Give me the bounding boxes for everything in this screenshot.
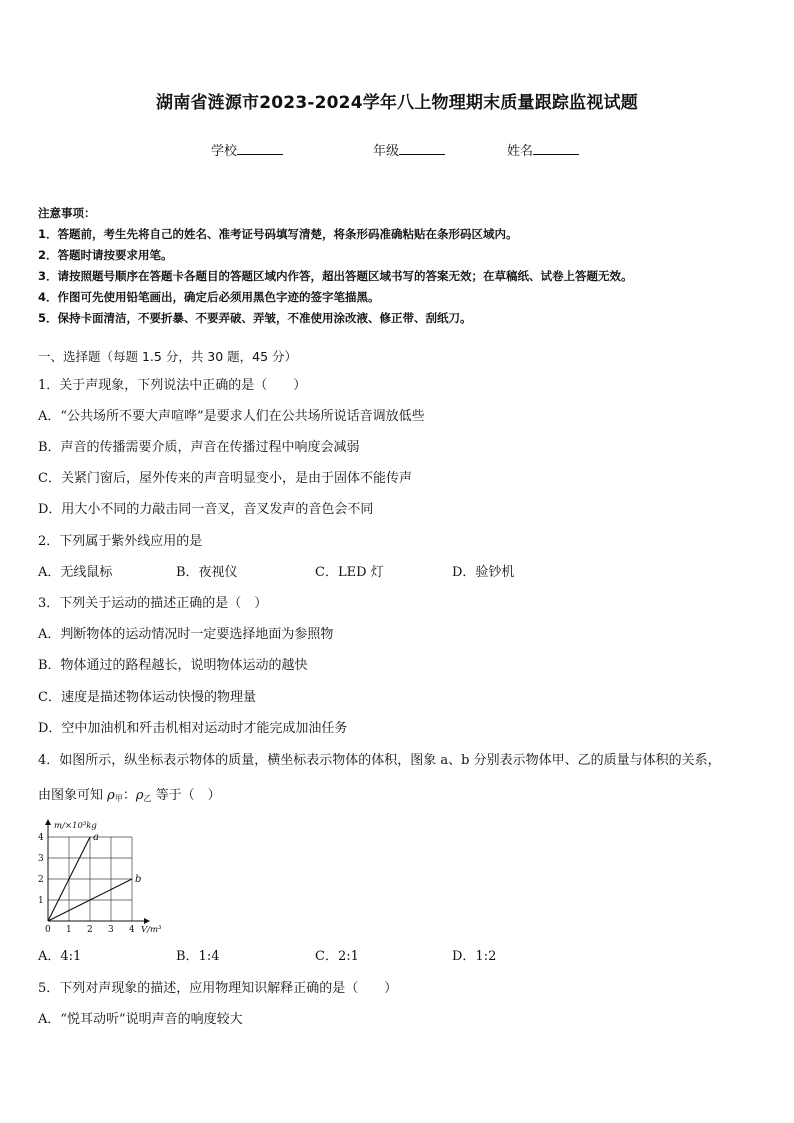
x-tick-label: 3 (108, 925, 114, 935)
question-2-option-d: D．验钞机 (452, 565, 515, 580)
grade-label: 年级 (373, 144, 400, 159)
question-3-option-b: B．物体通过的路程越长，说明物体运动的越快 (38, 658, 308, 673)
x-tick-label: 2 (87, 925, 93, 935)
question-4-option-a: A．4:1 (38, 949, 82, 964)
question-4-option-d: D．1:2 (452, 949, 497, 964)
question-4-options (38, 945, 638, 965)
y-tick-label: 2 (38, 875, 44, 885)
notice-item: 3．请按照题号顺序在答题卡各题目的答题区域内作答，超出答题区域书写的答案无效；在草稿纸、试卷上答题无效。 (38, 269, 633, 283)
mass-volume-graph (32, 816, 182, 938)
question-1-option-c: C．关紧门窗后，屋外传来的声音明显变小，是由于固体不能传声 (38, 471, 412, 486)
series-label-a: a (93, 832, 99, 843)
school-label: 学校 (211, 144, 238, 159)
student-info-row (0, 140, 794, 160)
rho-symbol: ρ (135, 788, 144, 803)
rho-symbol: ρ (107, 788, 115, 803)
notice-item: 4．作图可先使用铅笔画出，确定后必须用黑色字迹的签字笔描黑。 (38, 290, 380, 304)
school-blank (237, 142, 283, 155)
question-5-stem: 5．下列对声现象的描述，应用物理知识解释正确的是（ ） (38, 981, 398, 996)
x-tick-label: 0 (45, 925, 51, 935)
question-2-option-c: C．LED 灯 (315, 565, 384, 580)
ratio-colon: ： (122, 788, 136, 803)
question-1-stem: 1．关于声现象，下列说法中正确的是（ ） (38, 378, 307, 393)
question-1-option-b: B．声音的传播需要介质，声音在传播过程中响度会减弱 (38, 440, 360, 455)
question-4-stem-line2 (38, 784, 221, 804)
section-heading: 一、选择题（每题 1.5 分，共 30 题，45 分） (38, 349, 298, 364)
x-tick-label: 4 (129, 925, 135, 935)
x-tick-label: 1 (66, 925, 72, 935)
grade-field (373, 140, 445, 159)
notice-block (38, 203, 768, 329)
question-3-option-c: C．速度是描述物体运动快慢的物理量 (38, 690, 256, 705)
question-2-option-b: B．夜视仪 (176, 565, 238, 580)
question-5-option-a: A．“悦耳动听”说明声音的响度较大 (38, 1012, 243, 1027)
name-field (507, 140, 579, 159)
question-4-option-b: B．1:4 (176, 949, 220, 964)
page-title: 湖南省涟源市2023-2024学年八上物理期末质量跟踪监视试题 (156, 93, 638, 113)
question-1-option-a: A．“公共场所不要大声喧哗”是要求人们在公共场所说话音调放低些 (38, 409, 425, 424)
question-3-option-d: D．空中加油机和歼击机相对运动时才能完成加油任务 (38, 721, 348, 736)
question-1-option-d: D．用大小不同的力敲击同一音叉，音叉发声的音色会不同 (38, 502, 374, 517)
series-label-b: b (135, 874, 142, 885)
name-blank (533, 142, 579, 155)
grade-blank (399, 142, 445, 155)
y-axis-arrow (45, 819, 51, 825)
question-2-options (38, 561, 638, 581)
notice-item: 5．保持卡面清洁，不要折暴、不要弄破、弄皱，不准使用涂改液、修正带、刮纸刀。 (38, 311, 472, 325)
question-3-stem: 3．下列关于运动的描述正确的是（ ） (38, 596, 268, 611)
question-4-option-c: C．2:1 (315, 949, 359, 964)
subscript-jia: 甲 (114, 794, 123, 803)
notice-item: 1．答题前，考生先将自己的姓名、准考证号码填写清楚，将条形码准确粘贴在条形码区域内。 (38, 227, 518, 241)
x-axis-label: V/m³ (141, 925, 162, 935)
y-tick-label: 4 (38, 833, 44, 843)
x-axis-arrow (144, 918, 150, 924)
question-2-option-a: A．无线鼠标 (38, 565, 113, 580)
question-3-option-a: A．判断物体的运动情况时一定要选择地面为参照物 (38, 627, 334, 642)
name-label: 姓名 (507, 144, 534, 159)
y-tick-label: 3 (38, 854, 44, 864)
notice-heading: 注意事项： (38, 206, 96, 220)
stem-text: 由图象可知 (38, 788, 104, 803)
stem-text: 等于（ ） (155, 788, 221, 803)
y-axis-label: m/×10³kg (54, 821, 97, 831)
subscript-yi: 乙 (143, 794, 152, 803)
y-tick-label: 1 (38, 896, 44, 906)
question-4-stem-line1: 4．如图所示，纵坐标表示物体的质量，横坐标表示物体的体积，图象 a、b 分别表示物体甲、乙的质量与体积的关系， (38, 753, 721, 768)
notice-item: 2．答题时请按要求用笔。 (38, 248, 173, 262)
school-field (211, 140, 283, 159)
question-2-stem: 2．下列属于紫外线应用的是 (38, 534, 203, 549)
